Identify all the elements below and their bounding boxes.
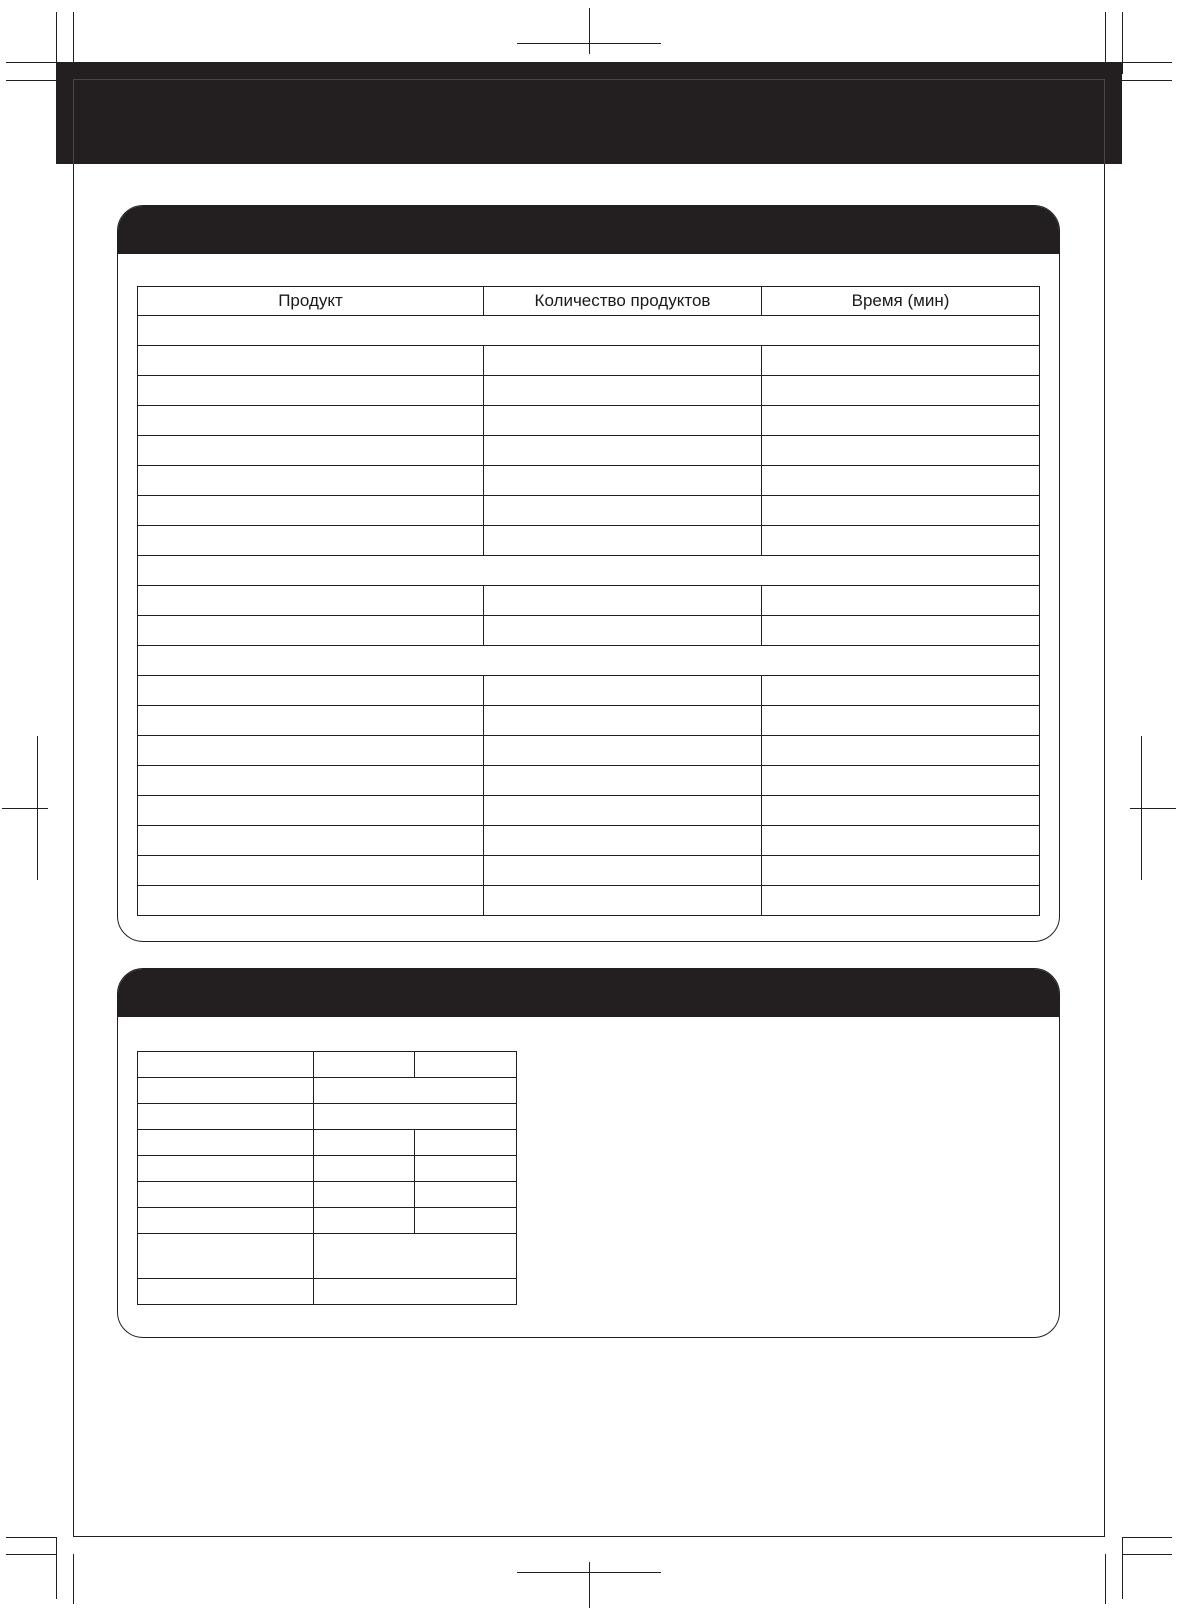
- specifications-table: [137, 1051, 517, 1305]
- time-cell: [762, 586, 1040, 616]
- specifications-panel-header: [118, 969, 1059, 1017]
- spec-value-cell: [415, 1156, 517, 1182]
- crop-mark: [1105, 12, 1106, 62]
- spec-value-cell: [314, 1208, 415, 1234]
- product-cell: [138, 376, 484, 406]
- table-row: [138, 796, 1040, 826]
- time-cell: [762, 616, 1040, 646]
- section-cell: [138, 646, 1040, 676]
- quantity-cell: [484, 616, 762, 646]
- time-cell: [762, 346, 1040, 376]
- cooking-table-panel-header: [118, 206, 1059, 254]
- registration-mark: [517, 43, 661, 44]
- time-cell: [762, 766, 1040, 796]
- table-row: [138, 466, 1040, 496]
- product-cell: [138, 526, 484, 556]
- crop-mark: [6, 62, 56, 63]
- crop-mark: [1105, 1554, 1106, 1604]
- spec-row: [138, 1104, 517, 1130]
- cooking-table-body: [138, 316, 1040, 916]
- product-cell: [138, 406, 484, 436]
- table-row: [138, 586, 1040, 616]
- crop-mark: [1122, 1537, 1123, 1599]
- spec-label-cell: [138, 1156, 314, 1182]
- product-cell: [138, 436, 484, 466]
- crop-mark: [6, 80, 56, 81]
- spec-value-cell: [314, 1156, 415, 1182]
- time-cell: [762, 796, 1040, 826]
- product-cell: [138, 346, 484, 376]
- spec-value-cell: [314, 1104, 517, 1130]
- registration-mark: [1130, 808, 1176, 809]
- quantity-cell: [484, 676, 762, 706]
- quantity-cell: [484, 886, 762, 916]
- product-cell: [138, 766, 484, 796]
- product-cell: [138, 796, 484, 826]
- spec-label-cell: [138, 1078, 314, 1104]
- table-row: [138, 436, 1040, 466]
- spec-value-cell: [314, 1279, 517, 1305]
- spec-value-cell: [415, 1052, 517, 1078]
- quantity-cell: [484, 466, 762, 496]
- crop-mark: [73, 1554, 74, 1604]
- table-row: [138, 616, 1040, 646]
- time-cell: [762, 886, 1040, 916]
- page-header-banner-inner: [73, 79, 1105, 164]
- quantity-cell: [484, 826, 762, 856]
- product-cell: [138, 856, 484, 886]
- table-row: [138, 856, 1040, 886]
- spec-value-cell: [415, 1130, 517, 1156]
- quantity-cell: [484, 406, 762, 436]
- crop-mark: [73, 12, 74, 62]
- spec-label-cell: [138, 1234, 314, 1279]
- spec-value-cell: [415, 1208, 517, 1234]
- time-cell: [762, 466, 1040, 496]
- section-row: [138, 556, 1040, 586]
- section-cell: [138, 556, 1040, 586]
- crop-mark: [1122, 1554, 1172, 1555]
- spec-value-cell: [314, 1130, 415, 1156]
- spec-row: [138, 1234, 517, 1279]
- spec-row: [138, 1208, 517, 1234]
- product-cell: [138, 586, 484, 616]
- time-cell: [762, 496, 1040, 526]
- spec-value-cell: [314, 1234, 517, 1279]
- table-row: [138, 496, 1040, 526]
- product-cell: [138, 886, 484, 916]
- cooking-table-header-row: [138, 287, 1040, 316]
- crop-mark: [6, 1537, 56, 1538]
- table-row: [138, 886, 1040, 916]
- spec-label-cell: [138, 1104, 314, 1130]
- spec-value-cell: [314, 1052, 415, 1078]
- time-cell: [762, 676, 1040, 706]
- quantity-cell: [484, 736, 762, 766]
- registration-mark: [517, 1572, 661, 1573]
- spec-row: [138, 1052, 517, 1078]
- spec-row: [138, 1156, 517, 1182]
- table-row: [138, 406, 1040, 436]
- product-cell: [138, 466, 484, 496]
- quantity-cell: [484, 586, 762, 616]
- quantity-cell: [484, 376, 762, 406]
- table-row: [138, 766, 1040, 796]
- table-row: [138, 826, 1040, 856]
- table-row: [138, 346, 1040, 376]
- time-cell: [762, 856, 1040, 886]
- time-cell: [762, 436, 1040, 466]
- spec-value-cell: [415, 1182, 517, 1208]
- quantity-cell: [484, 766, 762, 796]
- crop-mark: [1122, 62, 1172, 63]
- spec-label-cell: [138, 1279, 314, 1305]
- spec-label-cell: [138, 1208, 314, 1234]
- product-cell: [138, 706, 484, 736]
- quantity-cell: [484, 796, 762, 826]
- crop-mark: [56, 1537, 57, 1599]
- table-row: [138, 676, 1040, 706]
- crop-mark: [1122, 1537, 1172, 1538]
- quantity-cell: [484, 346, 762, 376]
- quantity-cell: [484, 526, 762, 556]
- table-row: [138, 376, 1040, 406]
- section-row: [138, 646, 1040, 676]
- header-quantity: Количество продуктов: [484, 287, 762, 316]
- spec-row: [138, 1130, 517, 1156]
- spec-label-cell: [138, 1182, 314, 1208]
- spec-row: [138, 1182, 517, 1208]
- header-time: Время (мин): [762, 287, 1040, 316]
- spec-value-cell: [314, 1078, 517, 1104]
- header-product: Продукт: [138, 287, 484, 316]
- registration-mark: [589, 8, 590, 54]
- table-row: [138, 706, 1040, 736]
- time-cell: [762, 526, 1040, 556]
- table-row: [138, 526, 1040, 556]
- product-cell: [138, 496, 484, 526]
- time-cell: [762, 736, 1040, 766]
- quantity-cell: [484, 436, 762, 466]
- spec-row: [138, 1279, 517, 1305]
- time-cell: [762, 376, 1040, 406]
- time-cell: [762, 826, 1040, 856]
- crop-mark: [1122, 12, 1123, 74]
- crop-mark: [1122, 80, 1172, 81]
- quantity-cell: [484, 706, 762, 736]
- page-header-banner: [56, 62, 1122, 164]
- registration-mark: [2, 808, 48, 809]
- product-cell: [138, 736, 484, 766]
- spec-label-cell: [138, 1130, 314, 1156]
- spec-value-cell: [314, 1182, 415, 1208]
- quantity-cell: [484, 496, 762, 526]
- spec-row: [138, 1078, 517, 1104]
- registration-mark: [589, 1562, 590, 1608]
- product-cell: [138, 676, 484, 706]
- crop-mark: [6, 1554, 56, 1555]
- product-cell: [138, 826, 484, 856]
- product-cell: [138, 616, 484, 646]
- table-row: [138, 736, 1040, 766]
- section-row: [138, 316, 1040, 346]
- spec-label-cell: [138, 1052, 314, 1078]
- cooking-table: [137, 286, 1040, 916]
- specifications-table-body: [138, 1052, 517, 1305]
- quantity-cell: [484, 856, 762, 886]
- time-cell: [762, 406, 1040, 436]
- section-cell: [138, 316, 1040, 346]
- time-cell: [762, 706, 1040, 736]
